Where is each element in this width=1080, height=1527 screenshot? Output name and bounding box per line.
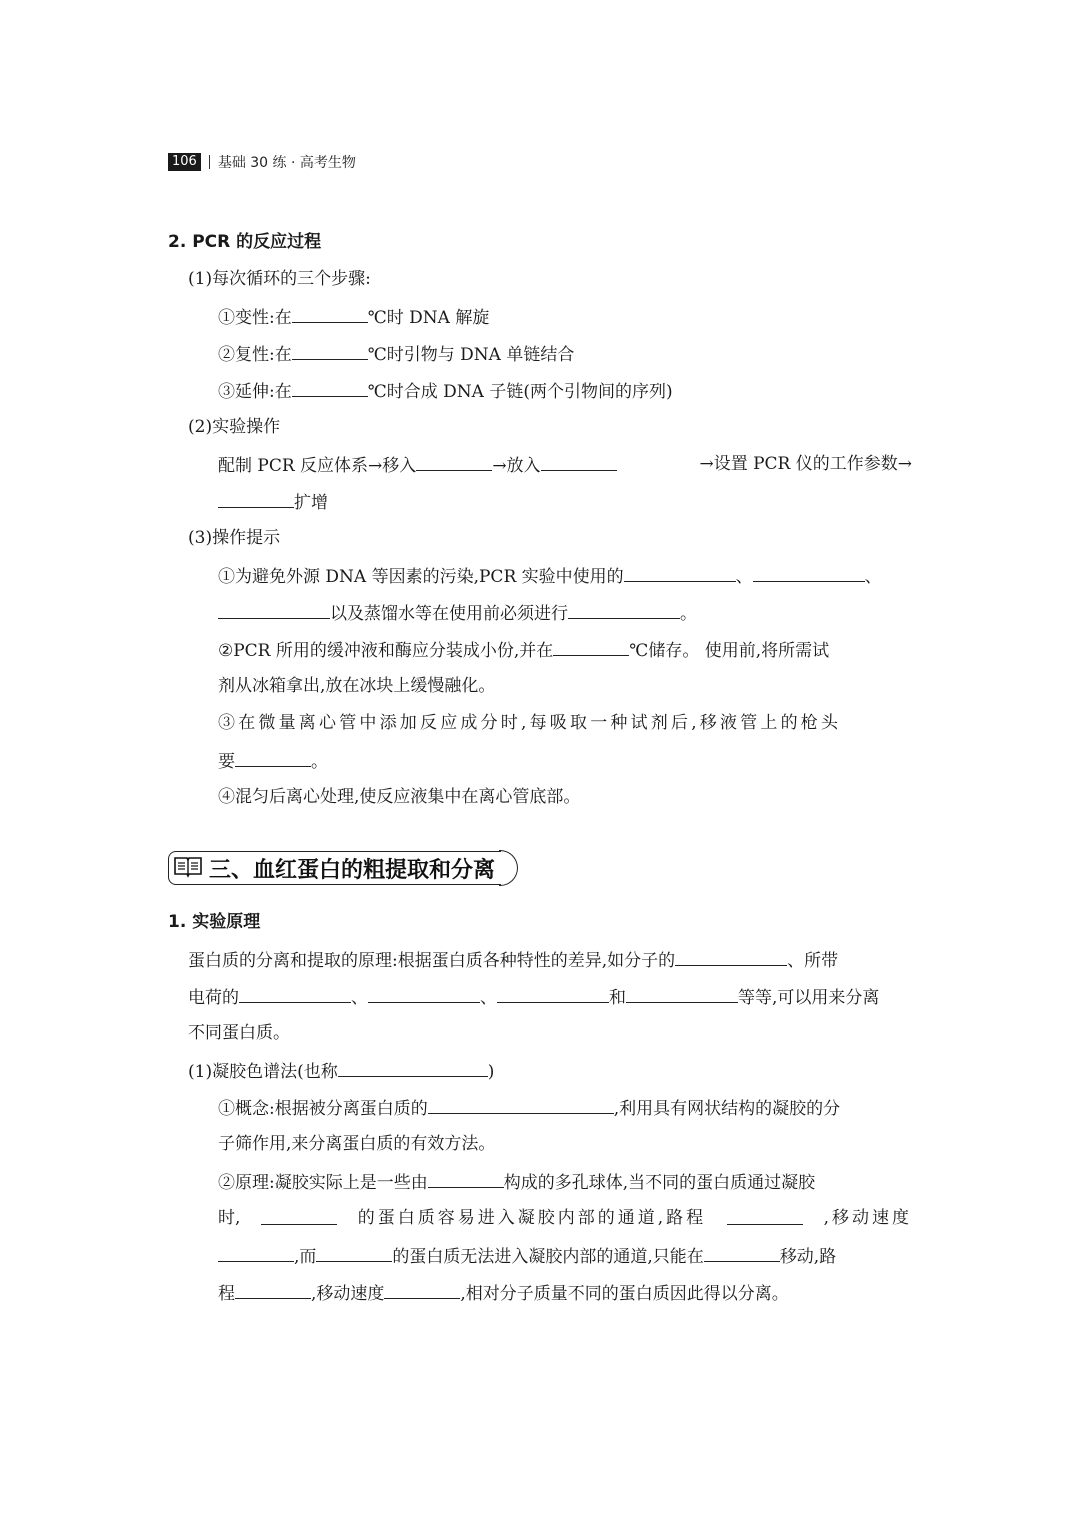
principle2-line-4: 程 ,移动速度 ,相对分子质量不同的蛋白质因此得以分离。 [218, 1280, 789, 1306]
step-denature: ①变性:在 ℃时 DNA 解旋 [218, 304, 489, 330]
blank[interactable] [568, 600, 680, 619]
concept-line-1: ①概念:根据被分离蛋白质的 ,利用具有网状结构的凝胶的分 [218, 1095, 840, 1121]
blank[interactable] [261, 1206, 337, 1225]
operation-line-1: 配制 PCR 反应体系→移入 →放入 →设置 PCR 仪的工作参数→ [218, 454, 912, 476]
blank[interactable] [239, 984, 351, 1003]
section-heading: 三、血红蛋白的粗提取和分离 [209, 857, 496, 883]
tip-3-line-2: 要 。 [218, 748, 328, 774]
tip-2-line-2: 剂从冰箱拿出,放在冰块上缓慢融化。 [218, 676, 496, 696]
blank[interactable] [626, 984, 738, 1003]
blank[interactable] [416, 452, 492, 471]
blank[interactable] [428, 1095, 614, 1114]
operation-line-2: 扩增 [218, 489, 328, 515]
tip-1-line-2: 以及蒸馏水等在使用前必须进行 。 [218, 600, 697, 626]
concept-line-2: 子筛作用,来分离蛋白质的有效方法。 [218, 1134, 496, 1154]
blank[interactable] [753, 563, 865, 582]
blank[interactable] [553, 637, 629, 656]
blank[interactable] [497, 984, 609, 1003]
blank[interactable] [235, 1280, 311, 1299]
blank[interactable] [368, 984, 480, 1003]
blank[interactable] [338, 1058, 488, 1077]
blank[interactable] [727, 1206, 803, 1225]
tip-1-line-1: ①为避免外源 DNA 等因素的污染,PCR 实验中使用的 、 、 [218, 563, 882, 589]
section-banner [168, 850, 518, 886]
blank[interactable] [316, 1243, 392, 1262]
book-icon [173, 854, 203, 882]
blank[interactable] [675, 947, 787, 966]
blank[interactable] [624, 563, 736, 582]
principle-line-2: 电荷的 、 、 和 等等,可以用来分离 [188, 984, 879, 1010]
blank[interactable] [292, 341, 368, 360]
blank[interactable] [428, 1169, 504, 1188]
principle-title: 1. 实验原理 [168, 912, 261, 932]
banner-tail [499, 850, 518, 886]
operation-heading: (2)实验操作 [188, 417, 281, 437]
tip-2-line-1: ②PCR 所用的缓冲液和酶应分装成小份,并在 ℃储存。 使用前,将所需试 [218, 637, 829, 663]
gel-heading: (1)凝胶色谱法(也称 ) [188, 1058, 494, 1084]
blank[interactable] [704, 1243, 780, 1262]
principle2-line-1: ②原理:凝胶实际上是一些由 构成的多孔球体,当不同的蛋白质通过凝胶 [218, 1169, 815, 1195]
principle2-line-3: ,而 的蛋白质无法进入凝胶内部的通道,只能在 移动,路 [218, 1243, 836, 1269]
book-title: 基础 30 练 · 高考生物 [217, 155, 356, 171]
step-extend: ③延伸:在 ℃时合成 DNA 子链(两个引物间的序列) [218, 378, 673, 404]
tip-3-line-1: ③在微量离心管中添加反应成分时,每吸取一种试剂后,移液管上的枪头 [218, 713, 842, 733]
blank[interactable] [218, 1243, 294, 1262]
step-anneal: ②复性:在 ℃时引物与 DNA 单链结合 [218, 341, 574, 367]
blank[interactable] [541, 452, 617, 471]
tip-4: ④混匀后离心处理,使反应液集中在离心管底部。 [218, 787, 581, 807]
blank[interactable] [235, 748, 311, 767]
page-header [168, 152, 356, 172]
blank[interactable] [384, 1280, 460, 1299]
blank[interactable] [218, 600, 330, 619]
principle2-line-2: 时, 的蛋白质容易进入凝胶内部的通道,路程 ,移动速度 [218, 1208, 912, 1228]
page-number: 106 [168, 153, 201, 171]
tips-heading: (3)操作提示 [188, 528, 281, 548]
section-title-pcr: 2. PCR 的反应过程 [168, 232, 322, 252]
steps-heading: (1)每次循环的三个步骤: [188, 269, 371, 289]
header-divider [209, 155, 210, 169]
blank[interactable] [292, 378, 368, 397]
banner-box [168, 851, 501, 885]
blank[interactable] [218, 489, 294, 508]
principle-line-1: 蛋白质的分离和提取的原理:根据蛋白质各种特性的差异,如分子的 、所带 [188, 947, 838, 973]
principle-line-3: 不同蛋白质。 [188, 1023, 290, 1043]
blank[interactable] [292, 304, 368, 323]
